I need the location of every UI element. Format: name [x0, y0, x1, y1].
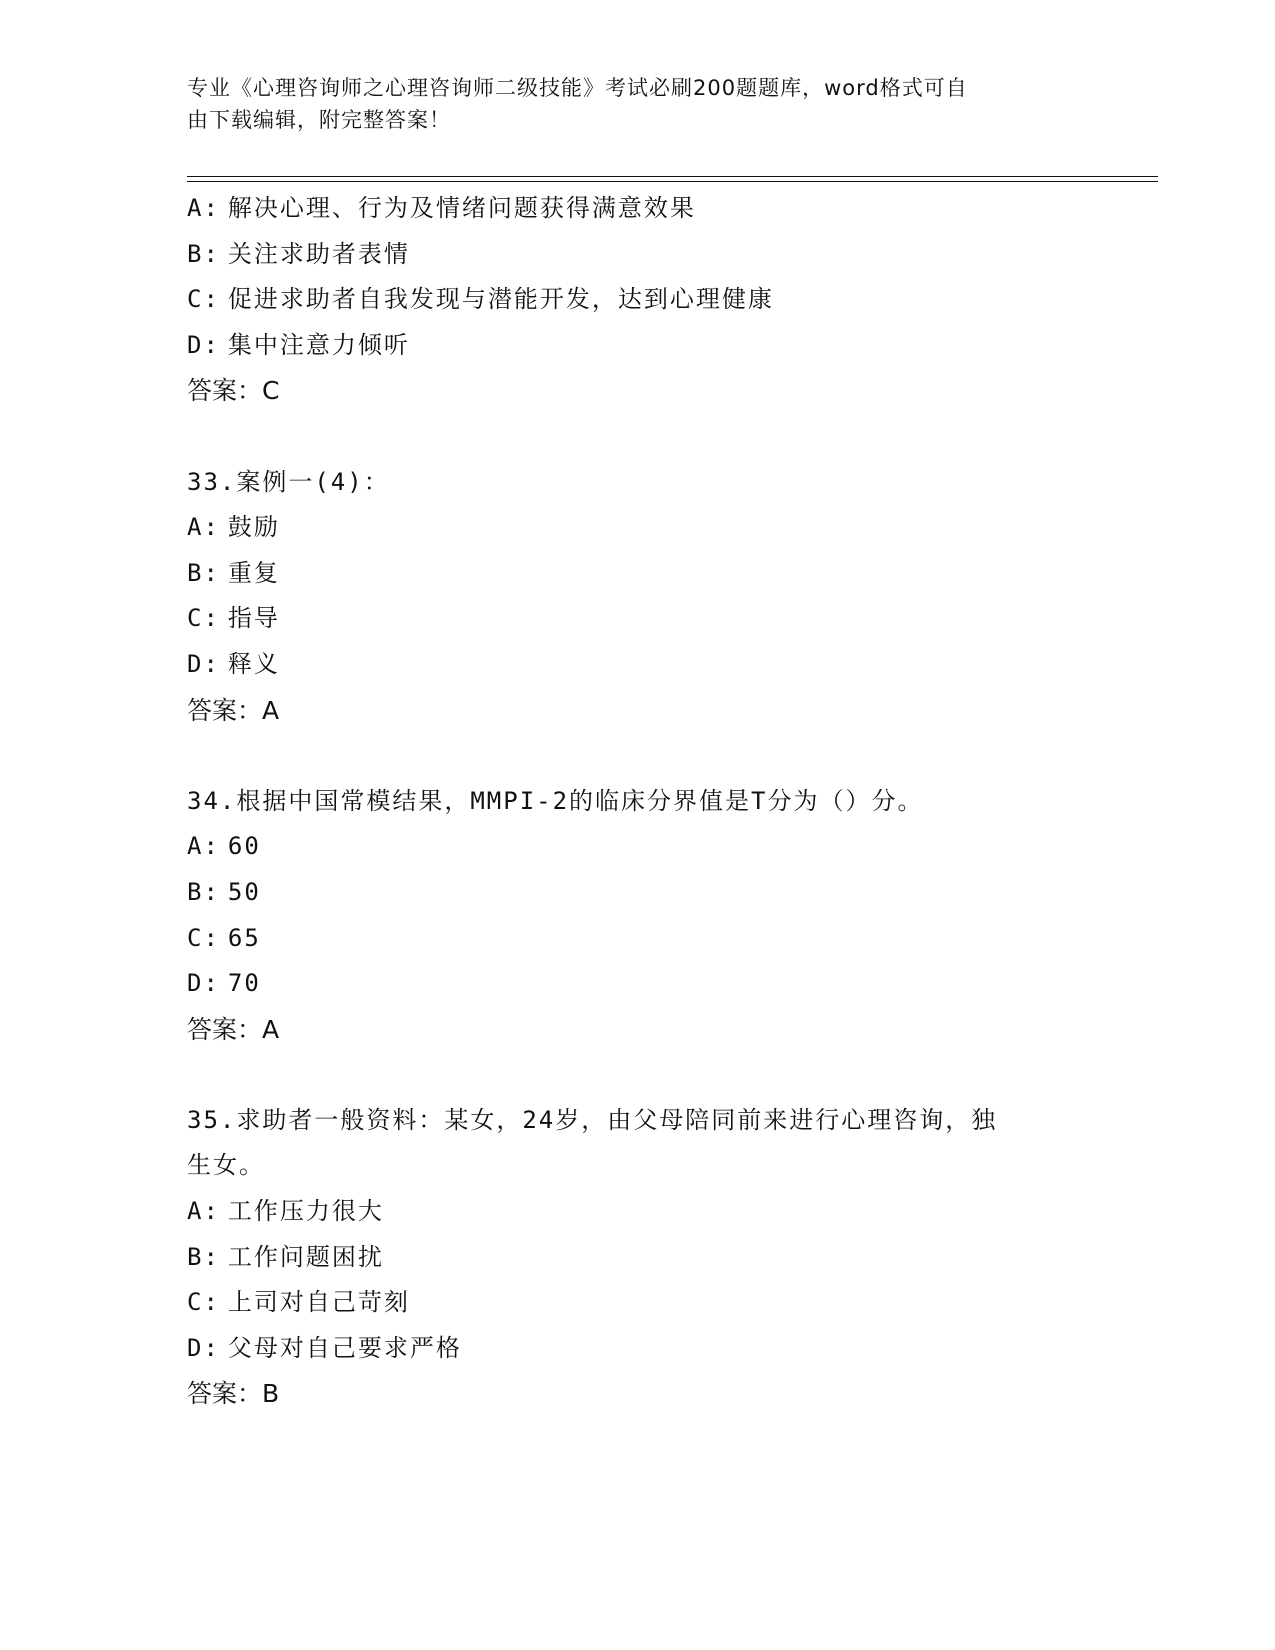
option-text: 解决心理、行为及情绪问题获得满意效果 — [227, 194, 696, 222]
spacer — [187, 1052, 1087, 1098]
option-b — [187, 232, 1087, 278]
question-34 — [187, 779, 1087, 1053]
question-stem: 34.根据中国常模结果，MMPI-2的临床分界值是T分为（）分。 — [187, 786, 924, 815]
answer-line: 答案：B — [187, 1379, 280, 1409]
option-key: B: — [187, 558, 220, 587]
question-32 — [187, 186, 1087, 414]
option-key: B: — [187, 239, 220, 268]
spacer — [187, 414, 1087, 460]
option-d — [187, 1326, 1087, 1372]
option-text: 工作压力很大 — [227, 1197, 384, 1226]
option-key: D: — [187, 649, 220, 678]
option-key: B: — [187, 877, 220, 906]
option-c — [187, 916, 1087, 962]
answer-line: 答案：A — [187, 1014, 280, 1044]
option-text: 重复 — [227, 558, 280, 587]
question-stem-line-1: 35.求助者一般资料：某女，24岁，由父母陪同前来进行心理咨询，独 — [187, 1105, 998, 1134]
option-key: A: — [187, 194, 220, 222]
option-a — [187, 505, 1087, 551]
question-stem-line-2: 生女。 — [187, 1151, 265, 1180]
option-text: 集中注意力倾听 — [227, 330, 410, 359]
option-b — [187, 870, 1087, 916]
option-text: 促进求助者自我发现与潜能开发，达到心理健康 — [227, 285, 774, 314]
option-text: 50 — [227, 877, 261, 906]
option-text: 释义 — [227, 649, 280, 678]
answer-line: 答案：C — [187, 376, 280, 406]
option-key: C: — [187, 1288, 220, 1317]
option-key: C: — [187, 285, 220, 314]
option-d — [187, 323, 1087, 369]
question-stem: 33.案例一(4)： — [187, 467, 390, 496]
option-text: 鼓励 — [227, 513, 280, 542]
option-key: A: — [187, 832, 220, 861]
option-b — [187, 551, 1087, 597]
option-key: D: — [187, 330, 220, 359]
option-c — [187, 277, 1087, 323]
option-key: D: — [187, 1333, 220, 1362]
question-35 — [187, 1098, 1087, 1417]
option-key: A: — [187, 1197, 220, 1226]
option-key: C: — [187, 923, 220, 952]
option-a — [187, 1189, 1087, 1235]
option-a — [187, 186, 1087, 232]
option-text: 上司对自己苛刻 — [227, 1288, 410, 1317]
option-key: B: — [187, 1242, 220, 1271]
option-text: 关注求助者表情 — [227, 239, 410, 268]
header-line-2: 由下载编辑，附完整答案！ — [187, 108, 451, 132]
option-text: 60 — [227, 832, 261, 861]
option-c — [187, 596, 1087, 642]
option-d — [187, 961, 1087, 1007]
rule-top — [187, 176, 1158, 177]
header-line-1: 专业《心理咨询师之心理咨询师二级技能》考试必刷200题题库，word格式可自 — [187, 76, 968, 100]
option-b — [187, 1235, 1087, 1281]
header-double-rule — [187, 176, 1158, 182]
option-text: 70 — [227, 969, 261, 998]
option-text: 65 — [227, 923, 261, 952]
option-text: 父母对自己要求严格 — [227, 1333, 462, 1362]
option-a — [187, 824, 1087, 870]
spacer — [187, 733, 1087, 779]
option-d — [187, 642, 1087, 688]
question-list — [187, 186, 1087, 1417]
option-key: D: — [187, 969, 220, 998]
option-c — [187, 1280, 1087, 1326]
option-key: A: — [187, 513, 220, 542]
question-33 — [187, 460, 1087, 734]
option-text: 指导 — [227, 604, 280, 633]
document-header — [187, 72, 1067, 136]
option-key: C: — [187, 604, 220, 633]
option-text: 工作问题困扰 — [227, 1242, 384, 1271]
answer-line: 答案：A — [187, 695, 280, 725]
rule-bottom — [187, 181, 1158, 182]
